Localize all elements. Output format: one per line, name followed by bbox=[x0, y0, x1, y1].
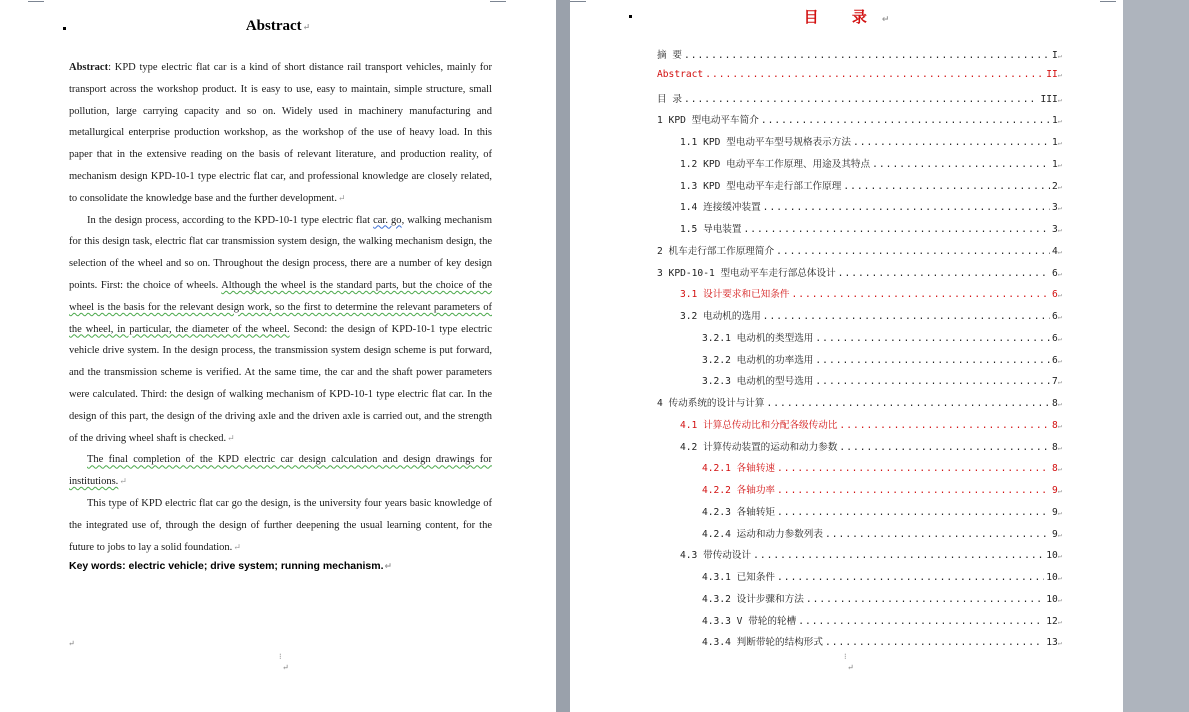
paragraph-mark: ↵ bbox=[1057, 639, 1062, 648]
abstract-label: Abstract bbox=[69, 62, 109, 73]
toc-dot-leader bbox=[761, 115, 1050, 126]
page-corner-mark bbox=[570, 0, 586, 2]
paragraph-mark: ↵ bbox=[881, 15, 890, 25]
toc-dot-leader bbox=[743, 224, 1050, 235]
toc-dot-leader bbox=[825, 637, 1044, 648]
toc-entry[interactable] bbox=[680, 286, 1062, 302]
toc-entry[interactable] bbox=[702, 504, 1062, 520]
toc-entry-page: 8 bbox=[1052, 419, 1058, 431]
paragraph-mark: ↵ bbox=[1057, 160, 1062, 169]
toc-entry-title: 4.2.3 各轴转矩 bbox=[702, 506, 776, 518]
toc-entry-title: 4.2 计算传动装置的运动和动力参数 bbox=[680, 441, 838, 453]
toc-dot-leader bbox=[705, 69, 1044, 80]
toc-entry[interactable] bbox=[702, 613, 1062, 629]
toc-entry-title: 4.3.3 V 带轮的轮槽 bbox=[702, 615, 797, 627]
toc-entry[interactable] bbox=[657, 47, 1062, 63]
paragraph-mark: ↵ bbox=[1057, 269, 1062, 278]
toc-entry-page: II bbox=[1046, 68, 1058, 80]
toc-entry[interactable] bbox=[680, 199, 1062, 215]
toc-dot-leader bbox=[839, 442, 1050, 453]
toc-entry-title: 3.2 电动机的选用 bbox=[680, 311, 761, 322]
toc-entry-page: 4 bbox=[1052, 245, 1058, 257]
toc-entry[interactable] bbox=[657, 112, 1062, 128]
toc-entry-page: 10 bbox=[1046, 550, 1058, 562]
toc-entry-page: 6 bbox=[1052, 354, 1058, 366]
paragraph-mark: ↵ bbox=[1057, 617, 1062, 626]
paragraph-mark: ↵ bbox=[1057, 574, 1062, 582]
toc-entry-title: 4.3.2 设计步骤和方法 bbox=[702, 593, 804, 605]
paragraph-mark: ↵ bbox=[1057, 487, 1062, 495]
toc-entry-title: 3.2.1 电动机的类型选用 bbox=[702, 332, 814, 344]
toc-dot-leader bbox=[763, 202, 1050, 213]
abstract-body[interactable] bbox=[69, 57, 492, 585]
toc-dot-leader bbox=[753, 550, 1044, 561]
paragraph-mark: ↵ bbox=[1057, 70, 1062, 79]
footer-paragraph-mark: ↵ bbox=[68, 639, 75, 648]
toc-entry-title: 4 传动系统的设计与计算 bbox=[657, 398, 765, 409]
page-corner-mark bbox=[1100, 0, 1116, 2]
toc-dot-leader bbox=[838, 268, 1050, 279]
section-break-mark: ⁝ bbox=[844, 652, 847, 661]
grammar-flag: The final completion of the KPD electric car design calculation and design drawings for institutions. bbox=[69, 454, 492, 488]
toc-entry[interactable] bbox=[702, 373, 1062, 389]
document-page-abstract[interactable] bbox=[0, 0, 556, 712]
paragraph-mark: ↵ bbox=[1057, 421, 1062, 430]
paragraph-mark: ↵ bbox=[1057, 182, 1062, 191]
toc-entry-title: 4.2.4 运动和动力参数列表 bbox=[702, 528, 823, 540]
toc-entry[interactable] bbox=[680, 156, 1062, 172]
toc-dot-leader bbox=[815, 376, 1050, 387]
toc-entry-page: 9 bbox=[1052, 485, 1058, 496]
paragraph-mark: ↵ bbox=[1057, 226, 1062, 234]
toc-entry-page: 1 bbox=[1052, 115, 1058, 127]
toc-entry-title: 1.5 导电装置 bbox=[680, 224, 742, 235]
document-page-toc[interactable] bbox=[570, 0, 1123, 712]
paragraph-mark: ↵ bbox=[1057, 508, 1062, 517]
toc-entry-page: I bbox=[1052, 50, 1058, 61]
toc-entry-title: 摘 要 bbox=[657, 50, 682, 61]
toc-entry-title: 1.1 KPD 型电动平车型号规格表示方法 bbox=[680, 137, 851, 148]
page-corner-mark bbox=[28, 0, 44, 2]
toc-entry-title: 4.3 带传动设计 bbox=[680, 550, 752, 562]
toc-dot-leader bbox=[815, 333, 1050, 344]
toc-dot-leader bbox=[776, 246, 1050, 257]
toc-dot-leader bbox=[777, 507, 1050, 518]
paragraph-mark: ↵ bbox=[1057, 595, 1062, 604]
toc-dot-leader bbox=[684, 50, 1050, 61]
page-gap bbox=[556, 0, 570, 712]
toc-entry-title: 4.2.2 各轴功率 bbox=[702, 485, 776, 496]
toc-dot-leader bbox=[798, 616, 1044, 627]
toc-entry-page: 6 bbox=[1052, 332, 1058, 344]
toc-dot-leader bbox=[684, 94, 1038, 105]
toc-entry[interactable] bbox=[680, 178, 1062, 194]
paragraph-mark: ↵ bbox=[1057, 443, 1062, 452]
toc-dot-leader bbox=[777, 463, 1050, 474]
toc-entry-page: 8 bbox=[1052, 463, 1058, 475]
paragraph-mark: ↵ bbox=[1057, 204, 1062, 213]
workspace-margin bbox=[1123, 0, 1189, 712]
toc-entry[interactable] bbox=[702, 634, 1062, 650]
toc-dot-leader bbox=[763, 311, 1050, 322]
paragraph-mark: ↵ bbox=[1057, 356, 1062, 365]
toc-entry-page: 1 bbox=[1052, 137, 1058, 148]
footer-paragraph-mark: ↵ bbox=[282, 663, 289, 672]
abstract-paragraph-1: Abstract: KPD type electric flat car is a kind of short distance rail transport vehicles, mainly for transport across the workshop product. It is easy to use, easy to maintain, simple structure, small pollution, large carrying capacity and so on. Widely used in machinery manufacturing and metallurgical enterprise production workshop, as the workshop of the use of heavy load. In this paper that in the extensive reading on the basis of relevant literature, and production reality, of mechanism design KPD-10-1 type electric flat car, and professional knowledge are closely related, to consolidate the knowledge base and the further development.↵ bbox=[69, 62, 492, 204]
toc-entry[interactable] bbox=[702, 569, 1062, 585]
toc-entry[interactable] bbox=[680, 547, 1062, 563]
section-break-mark: ⁝ bbox=[279, 652, 282, 661]
toc-entry-page: III bbox=[1040, 93, 1058, 105]
toc-dot-leader bbox=[853, 137, 1050, 148]
paragraph-mark: ↵ bbox=[1057, 313, 1062, 321]
toc-entry[interactable] bbox=[680, 308, 1062, 324]
toc-entry[interactable] bbox=[657, 395, 1062, 411]
toc-entry-page: 6 bbox=[1052, 267, 1058, 279]
toc-entry-title: 3.2.3 电动机的型号选用 bbox=[702, 376, 814, 388]
paragraph-mark: ↵ bbox=[1057, 552, 1062, 561]
toc-entry[interactable] bbox=[702, 591, 1062, 607]
toc-entry[interactable] bbox=[702, 330, 1062, 346]
toc-dot-leader bbox=[806, 594, 1044, 605]
footer-paragraph-mark: ↵ bbox=[847, 663, 854, 672]
paragraph-mark: ↵ bbox=[1057, 465, 1062, 474]
paragraph-mark: ↵ bbox=[1057, 530, 1062, 539]
toc-entry-title: Abstract bbox=[657, 68, 704, 80]
toc-entry-page: 9 bbox=[1052, 528, 1058, 540]
toc-entry-title: 1.4 连接缓冲装置 bbox=[680, 202, 761, 214]
toc-heading: 目 录↵ bbox=[803, 8, 890, 26]
paragraph-mark: ↵ bbox=[1057, 52, 1062, 60]
toc-entry[interactable] bbox=[702, 460, 1062, 476]
toc-entry-title: 3.2.2 电动机的功率选用 bbox=[702, 354, 814, 366]
grammar-flag: Although the wheel is the standard parts, but the choice of the wheel is the basis for the relevant design work, so the first to determine the relevant parameters of the wheel, in particular, the diameter of the wheel. bbox=[69, 279, 492, 335]
toc-dot-leader bbox=[872, 159, 1050, 170]
toc-entry-page: 2 bbox=[1052, 180, 1058, 192]
toc-entry[interactable] bbox=[702, 352, 1062, 368]
toc-entry-page: 10 bbox=[1046, 572, 1058, 583]
page-corner-mark bbox=[490, 0, 506, 2]
toc-entry[interactable] bbox=[702, 526, 1062, 542]
paragraph-mark: ↵ bbox=[1057, 95, 1062, 104]
toc-entry-title: 1.2 KPD 电动平车工作原理、用途及其特点 bbox=[680, 158, 871, 170]
abstract-paragraph-2: In the design process, according to the KPD-10-1 type electric flat car. go, walking mechanism for this design task, electric flat car transmission system design, the walking mechanism design, the selection of the wheel and so on. Throughout the design process, there are a number of key design points. First: the choice of wheels. Although the wheel is the standard parts, but the choice of the wheel is the basis for the relevant design work, so the first to determine the relevant parameters of the wheel, in particular, the diameter of the wheel. Second: the design of KPD-10-1 type electric vehicle drive system. In the design process, the transmission system design scheme is put forward, and the transmission scheme is verified. At the same time, the car and the shaft power parameters were calculated. Third: the design of walking mechanism of KPD-10-1 type electric flat car. In the design of this part, the design of the driving axle and the driven axle is carried out, and the strength of the driving wheel shaft is checked.↵ bbox=[69, 214, 492, 444]
toc-entry[interactable] bbox=[657, 265, 1062, 281]
toc-entry-page: 8 bbox=[1052, 441, 1058, 453]
toc-dot-leader bbox=[777, 485, 1050, 496]
toc-dot-leader bbox=[791, 289, 1050, 300]
toc-entry-page: 8 bbox=[1052, 398, 1058, 409]
paragraph-mark: ↵ bbox=[302, 22, 311, 32]
toc-entry[interactable] bbox=[680, 134, 1062, 150]
toc-dot-leader bbox=[839, 420, 1050, 431]
paragraph-mark: ↵ bbox=[1057, 247, 1062, 256]
toc-entry[interactable] bbox=[657, 243, 1062, 259]
toc-entry-title: 1.3 KPD 型电动平车走行部工作原理 bbox=[680, 180, 842, 192]
toc-entry-page: 3 bbox=[1052, 202, 1058, 214]
toc-entry-page: 9 bbox=[1052, 506, 1058, 518]
toc-entry-title: 4.3.4 判断带轮的结构形式 bbox=[702, 637, 823, 649]
paragraph-mark: ↵ bbox=[1057, 378, 1062, 387]
toc-dot-leader bbox=[825, 529, 1050, 540]
toc-dot-leader bbox=[777, 572, 1044, 583]
toc-entry-title: 3.1 设计要求和已知条件 bbox=[680, 289, 790, 301]
toc-entry-page: 3 bbox=[1052, 224, 1058, 235]
toc-entry-title: 4.2.1 各轴转速 bbox=[702, 463, 776, 475]
toc-entry[interactable] bbox=[702, 482, 1062, 498]
paragraph-mark: ↵ bbox=[1057, 139, 1062, 147]
toc-entry-page: 10 bbox=[1046, 593, 1058, 605]
toc-entry-page: 6 bbox=[1052, 289, 1058, 301]
toc-dot-leader bbox=[815, 355, 1050, 366]
toc-entry-title: 4.3.1 已知条件 bbox=[702, 572, 776, 583]
keywords-line: Key words: electric vehicle; drive system; running mechanism.↵ bbox=[69, 560, 393, 573]
toc-entry[interactable] bbox=[680, 417, 1062, 433]
toc-entry-page: 12 bbox=[1046, 615, 1058, 627]
toc-dot-leader bbox=[843, 181, 1050, 192]
toc-entry[interactable] bbox=[680, 439, 1062, 455]
toc-entry-title: 4.1 计算总传动比和分配各级传动比 bbox=[680, 419, 838, 431]
toc-entry-page: 7 bbox=[1052, 376, 1058, 388]
toc-entry-page: 1 bbox=[1052, 158, 1058, 170]
toc-entry-title: 目 录 bbox=[657, 93, 682, 105]
paragraph-mark: ↵ bbox=[1057, 334, 1062, 343]
abstract-paragraph-4: This type of KPD electric flat car go the design, is the university four years basic knowledge of the integrated use of, through the design of further deepening the usual learning content, for the future to jobs to lay a solid foundation.↵ bbox=[69, 497, 492, 553]
paragraph-mark: ↵ bbox=[1057, 291, 1062, 300]
paragraph-mark: ↵ bbox=[1057, 400, 1062, 408]
paragraph-mark: ↵ bbox=[1057, 117, 1062, 126]
toc-entry-title: 3 KPD-10-1 型电动平车走行部总体设计 bbox=[657, 267, 836, 279]
toc-entry[interactable] bbox=[680, 221, 1062, 237]
abstract-paragraph-3: The final completion of the KPD electric car design calculation and design drawings for institutions.↵ bbox=[69, 454, 492, 488]
toc-entry-page: 13 bbox=[1046, 637, 1058, 649]
toc-entry[interactable] bbox=[657, 91, 1062, 107]
abstract-heading: Abstract↵ bbox=[245, 18, 311, 34]
toc-entry-title: 2 机车走行部工作原理简介 bbox=[657, 245, 775, 257]
toc-dot-leader bbox=[767, 398, 1051, 409]
toc-entry-page: 6 bbox=[1052, 311, 1058, 322]
toc-entry[interactable] bbox=[657, 69, 1062, 85]
spelling-flag: car. go bbox=[373, 214, 402, 226]
toc-entry-title: 1 KPD 型电动平车简介 bbox=[657, 115, 759, 127]
